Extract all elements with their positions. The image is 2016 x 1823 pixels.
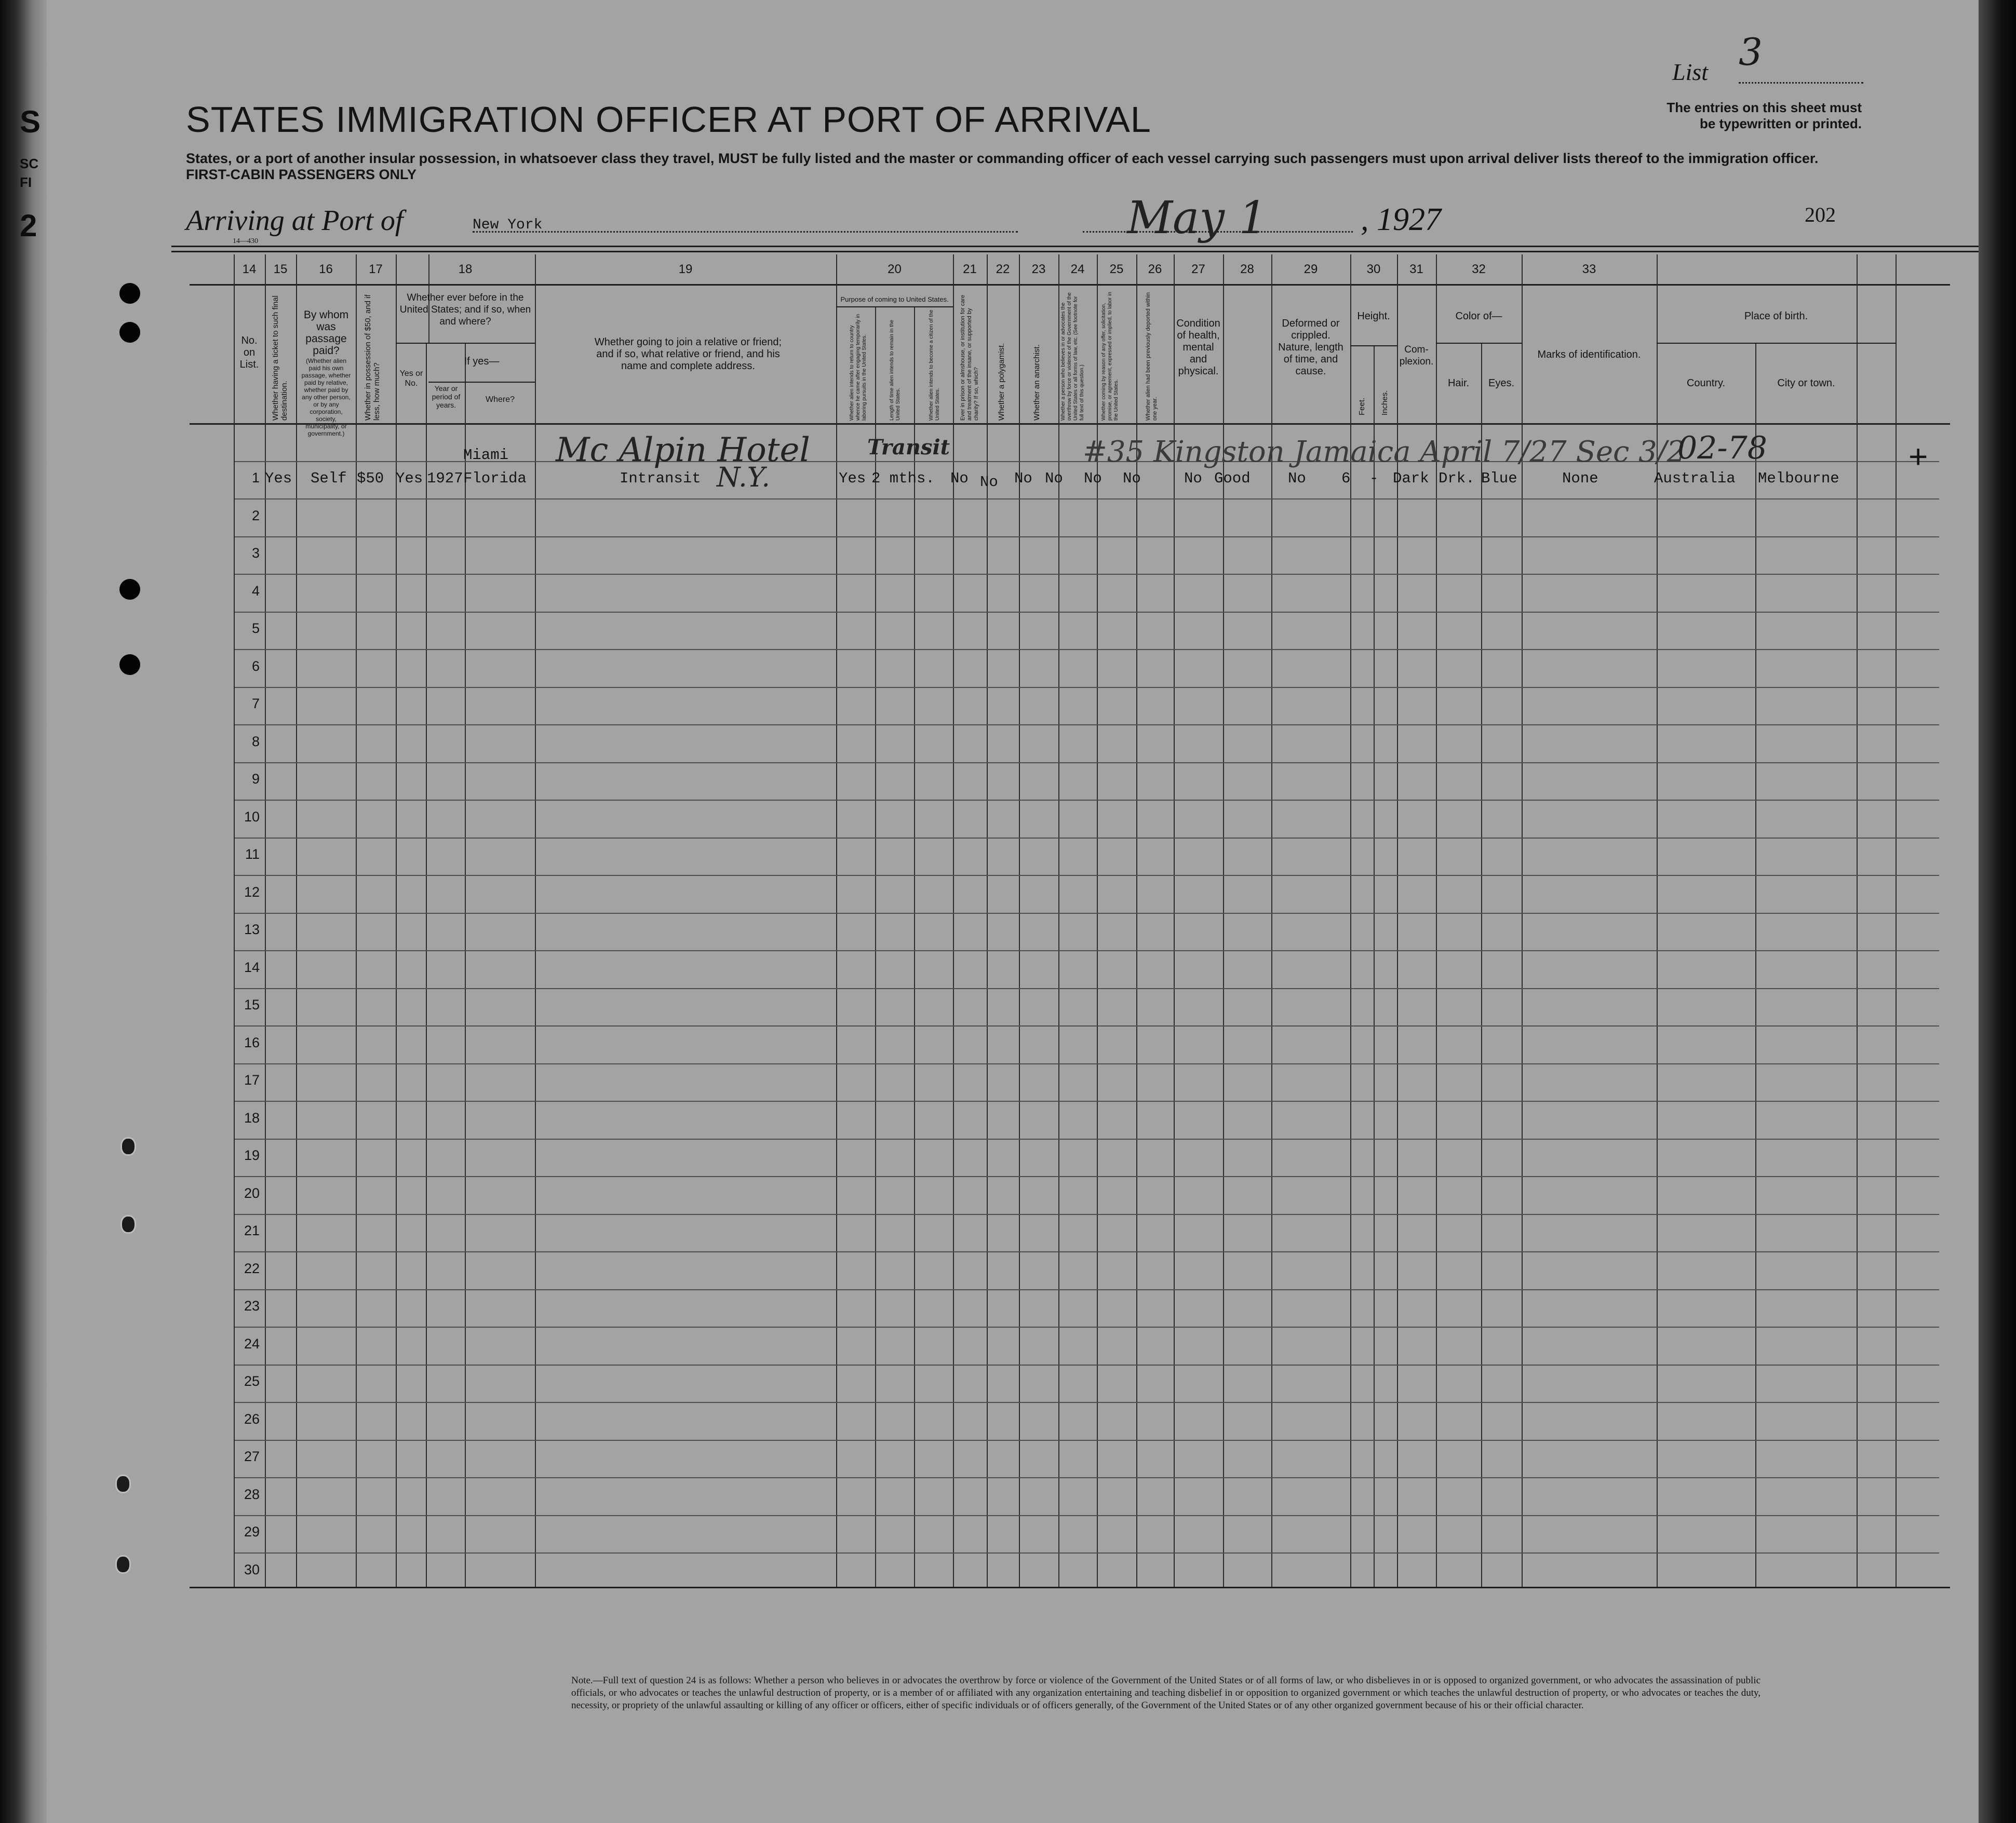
cell-feet: 6 [1341,470,1351,487]
row-number: 4 [251,583,260,599]
column-line [234,254,235,1587]
top-rule [171,251,1979,252]
column-line [1755,343,1756,1587]
row-line [235,1025,1939,1027]
column-number: 25 [1109,262,1124,276]
row-number: 27 [244,1449,260,1464]
row-number: 13 [244,922,260,937]
column-number: 28 [1240,262,1254,276]
header-anarchist: Whether an anarchist. [1032,344,1041,421]
row-number: 3 [251,545,260,561]
header-feet: Feet. [1358,397,1366,415]
column-number: 24 [1070,262,1085,276]
plus-mark: + [1909,438,1928,475]
binder-hole [119,322,140,343]
row-line [235,1440,1939,1441]
cell-been-before: Yes [396,470,423,487]
sub-rule [1350,345,1397,346]
list-value: 3 [1739,30,1763,74]
header-purpose-return: Whether alien intends to return to country whence he came after engaging temporarily in laboring pursuits in the United States. [849,314,867,421]
row-number: 17 [244,1072,260,1088]
header-purpose-length: Length of time alien intends to remain in the United States. [889,319,901,421]
port-dotted-line [473,231,1018,233]
header-purpose: Purpose of coming to United States. [840,295,949,303]
row-number: 20 [244,1185,260,1201]
row-number: 25 [244,1373,260,1389]
row-line [235,838,1939,839]
subtitle-line: FIRST-CABIN PASSENGERS ONLY [186,167,417,182]
row-line [235,498,1939,499]
footnote: Note.—Full text of question 24 is as follows: Whether a person who believes in or advocates the overthrow by force or violence of the Government of the United States or of all forms of law, or who disbelieves in or is opposed to organized government, or who advocates the assassination of public officials, or who advocates or teaches the unlawful destruction of property, or is a member of or affiliated with any organization entertaining and teaching disbelief in or opposition to organized government or which teaches the unlawful destruction of property, or who advocates or teaches the duty, necessity, or propriety of the unlawful assaulting or killing of any officer or officers, either of specific individuals or of officers generally, of the Government of the United States or of any other organized government because of his or their official character. [571,1675,1760,1711]
row-line [235,875,1939,876]
row-number: 14 [244,960,260,975]
cell-paid-by: Self [311,470,347,487]
top-rule [171,246,1979,247]
column-line [1896,254,1897,1587]
column-number: 17 [369,262,383,276]
manifest-sheet [47,0,1979,1823]
header-prison: Ever in prison or almshouse, or institution for care and treatment of the insane, or supported by charity? If so, which? [960,294,979,421]
row-line [235,687,1939,688]
list-underline [1739,82,1863,84]
port-value: New York [473,217,543,233]
cell-ticket: Yes [265,470,292,487]
row-line [235,1101,1939,1102]
column-line [465,343,466,1587]
row-line [235,1176,1939,1177]
row-line [235,913,1939,914]
binder-hole [119,579,140,600]
row-number: 23 [244,1298,260,1314]
row-line [235,988,1939,989]
binder-hole [115,1475,131,1493]
cell-deformed: No [1288,470,1306,487]
cell-complexion: Dark [1393,470,1429,487]
row-number: 30 [244,1562,260,1577]
row-number: 11 [245,846,260,862]
row-line [235,574,1939,575]
column-line [1481,343,1482,1587]
header-deformed: Deformed or crippled. Nature, length of time, and cause. [1278,318,1343,377]
cell-where-state: Florida [463,470,527,487]
row-line [235,1214,1939,1215]
column-number: 33 [1582,262,1596,276]
row-line [235,612,1939,613]
cell-year: 1927 [427,470,463,487]
binder-hole [120,1137,136,1156]
header-no-on-list: No. on List. [239,335,259,370]
handwritten-transit: Transit [867,435,950,460]
row-number: 5 [251,620,260,636]
table-bottom-rule [190,1587,1950,1588]
header-if-yes: If yes— [464,356,500,367]
cell-returning: Yes [839,470,866,487]
header-color-of: Color of— [1455,310,1502,322]
row-number: 9 [251,771,260,787]
column-line [1374,345,1375,1587]
cell-prison: No [980,474,998,491]
left-page-edge [0,0,47,1823]
column-number: 19 [678,262,693,276]
row-line [235,950,1939,951]
cell-anarchist: No [1045,470,1063,487]
column-line [1019,254,1020,1587]
header-joining: Whether going to join a relative or friend; and if so, what relative or friend, and his name and complete address. [594,336,782,372]
header-overthrow: Whether a person who believes in or advocates the overthrow by force or violence of the Government of the United States or all forms of law, etc. (See footnote for full text of this question.) [1060,292,1085,421]
column-line [953,254,954,1587]
row-line [235,536,1939,537]
handwritten-ny: N.Y. [717,462,770,493]
cell-eyes: Blue [1481,470,1517,487]
row-number: 24 [244,1336,260,1352]
header-eyes: Eyes. [1488,377,1515,389]
column-number: 26 [1148,262,1162,276]
sub-rule [836,306,953,307]
row-line [235,1477,1939,1478]
column-line [265,254,266,1587]
binder-hole [119,283,140,304]
cell-polygamist: No [1014,470,1032,487]
sub-rule [1436,343,1522,344]
header-contract: Whether coming by reason of any offer, solicitation, promise, or agreement, expressed or implied, to labor in the United States. [1101,292,1119,421]
column-number: 20 [888,262,902,276]
column-number: 29 [1303,262,1318,276]
header-place-birth: Place of birth. [1744,310,1808,322]
cell-overthrow: No [1084,470,1102,487]
row-number: 19 [244,1147,260,1163]
sub-rule [1657,343,1896,344]
cell-country: Australia [1654,470,1736,487]
typewritten-note: The entries on this sheet must be typewritten or printed. [1666,100,1862,131]
binder-hole [119,654,140,675]
cell-hair: Drk. [1439,470,1475,487]
column-number: 30 [1366,262,1381,276]
cell-joining: Intransit [620,470,701,487]
row-line [235,1063,1939,1064]
row-number: 8 [251,734,260,749]
row-number: 16 [244,1035,260,1050]
column-line [396,254,397,1587]
column-line [836,254,837,1587]
row-number: 22 [244,1261,260,1276]
column-number: 15 [273,262,288,276]
handwritten-file-number: 02-78 [1677,430,1767,466]
row-number: 2 [251,508,260,523]
row-number: 29 [244,1524,260,1540]
column-line [296,254,297,1587]
cell-length-stay: 2 mths. [871,470,935,487]
header-inches: Inches. [1380,390,1389,415]
list-label: List [1672,59,1709,85]
edge-fragment: FI [20,174,32,190]
handwritten-hotel: Mc Alpin Hotel [556,431,810,469]
row-number: 12 [244,884,260,900]
cell-citizen: No [950,470,969,487]
header-country: Country. [1686,377,1726,389]
date-dotted-line [1083,231,1353,233]
row-line [235,1515,1939,1516]
edge-fragment: S [20,104,41,139]
cell-where-city: Miami [463,447,509,464]
binder-hole [120,1215,136,1234]
header-complexion: Com-plexion. [1399,344,1434,367]
row-number: 21 [244,1223,260,1238]
subtitle-line: States, or a port of another insular possession, in whatsoever class they travel, MUST be fully listed and the master or commanding officer of each vessel carrying such passengers must upon arrival deliver lists thereof to the immigration officer. [186,151,1819,166]
cell-city: Melbourne [1758,470,1839,487]
binder-hole [115,1555,131,1574]
page-title: STATES IMMIGRATION OFFICER AT PORT OF ARRIVAL [186,99,1151,140]
header-yes-no: Yes or No. [399,369,423,388]
column-number: 23 [1031,262,1046,276]
column-number: 22 [996,262,1010,276]
row-number: 1 [251,470,260,485]
row-number: 15 [244,997,260,1012]
sub-rule [396,343,535,344]
row-line [235,1289,1939,1290]
row-line [235,724,1939,725]
column-line [356,254,357,1587]
header-bottom-rule [190,423,1950,425]
header-passage-paid: By whom was passage paid? [303,309,349,357]
header-city: City or town. [1777,377,1835,389]
edge-fragment: 2 [20,208,37,243]
row-line [235,649,1939,650]
row-number: 7 [251,696,260,711]
row-line [235,1402,1939,1403]
row-line [235,800,1939,801]
arriving-label: Arriving at Port of [186,205,404,237]
column-number: 31 [1409,262,1423,276]
header-height: Height. [1357,310,1390,322]
cell-health: Good [1214,470,1251,487]
page-number: 202 [1805,203,1836,226]
column-line [535,254,536,1587]
column-number: 21 [963,262,977,276]
header-marks: Marks of identification. [1537,349,1641,360]
header-condition: Condition of health, mental and physical. [1176,318,1220,377]
header-year-period: Year or period of years. [432,384,461,409]
header-deported: Whether alien had been previously deported within one year. [1145,292,1158,421]
header-possession: Whether in possession of $50, and if less, how much? [364,294,381,421]
row-line [235,1327,1939,1328]
cell-money: $50 [357,470,384,487]
sub-rule [428,382,535,383]
header-where: Where? [485,395,515,404]
cell-marks: None [1562,470,1598,487]
column-line [1857,254,1858,1587]
handwritten-reference: #35 Kingston Jamaica April 7/27 Sec 3/2 [1083,435,1686,469]
header-ever-before: Whether ever before in the United States; and if so, when and where? [399,292,531,327]
row-number: 26 [244,1411,260,1427]
header-ticket: Whether having a ticket to such final destination. [271,295,289,421]
edge-fragment: SC [20,156,39,171]
right-page-edge [1979,0,2016,1823]
row-number: 6 [251,658,260,674]
column-line [987,254,988,1587]
column-number: 14 [242,262,257,276]
column-number: 32 [1472,262,1486,276]
row-number: 10 [244,809,260,825]
year-value: , 1927 [1361,202,1441,237]
row-line [235,1139,1939,1140]
form-code: 14—430 [233,237,258,245]
cell-inches: - [1369,470,1379,487]
column-line [1058,254,1059,1587]
column-number: 18 [458,262,473,276]
column-number: 27 [1191,262,1205,276]
column-number: 16 [319,262,333,276]
header-hair: Hair. [1447,377,1470,389]
date-handwritten: May 1 [1127,192,1267,244]
row-line [235,1365,1939,1366]
cell-deported: No [1184,470,1202,487]
row-line [235,1251,1939,1252]
row-line [235,762,1939,763]
page-subtitle [186,151,1848,183]
column-line [426,343,427,1587]
row-number: 28 [244,1487,260,1502]
column-number-rule [190,284,1950,286]
header-polygamist: Whether a polygamist. [997,343,1006,421]
row-number: 18 [244,1110,260,1126]
header-purpose-citizen: Whether alien intends to become a citizen of the United States. [929,309,940,421]
header-passage-note: (Whether alien paid his own passage, whether paid by relative, whether paid by any other person, or by any corporation, society, municipality, or government.) [301,357,351,437]
row-line [235,1552,1939,1554]
cell-contract: No [1123,470,1141,487]
